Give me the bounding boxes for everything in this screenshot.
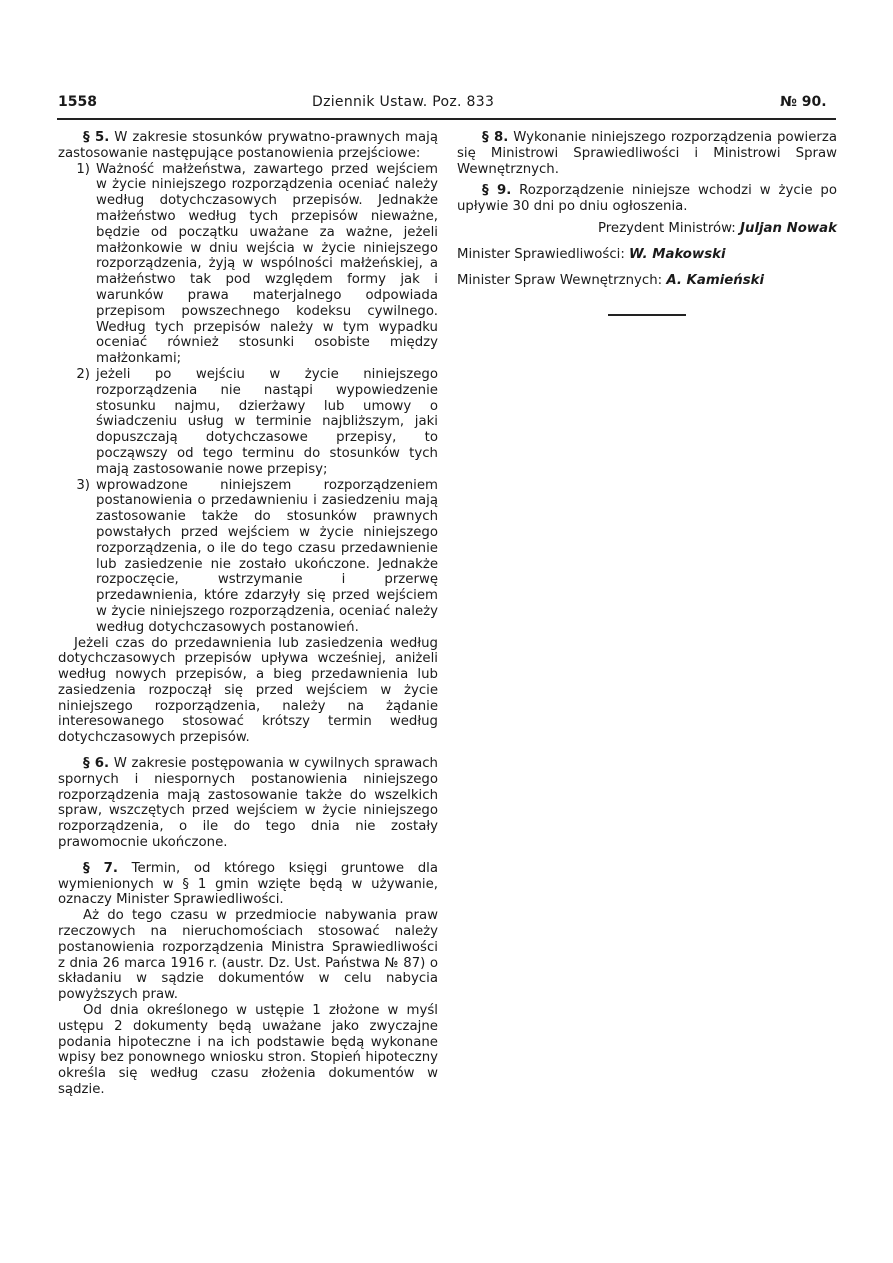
section-7 bbox=[58, 861, 438, 908]
section-5-sign: § 5. bbox=[83, 130, 110, 145]
section-8-sign: § 8. bbox=[482, 130, 509, 145]
issue-number: № 90. bbox=[780, 94, 827, 110]
list-item-number: 3) bbox=[76, 477, 90, 493]
section-7-text: Termin, od którego księgi gruntowe dla wymienionych w § 1 gmin wzięte będą w używanie, oznaczy Minister Sprawiedliwości. bbox=[58, 860, 438, 908]
item-3-paragraph: Jeżeli czas do przedawnienia lub zasiedzenia według dotychczasowych przepisów upływa wcześniej, aniżeli według nowych przepisów, a bieg przedawnienia lub zasiedzenia rozpoczął się przed wejściem w życie niniejszego rozporządzenia, należy na żądanie interesowanego stosować krótszy termin według dotychczasowych przepisów. bbox=[58, 635, 438, 746]
section-6 bbox=[58, 756, 438, 851]
list-item-number: 1) bbox=[76, 161, 90, 177]
section-6-text: W zakresie postępowania w cywilnych sprawach spornych i niespornych postanowienia niniejszego rozporządzenia mają zastosowanie także do wszelkich spraw, wszczętych przed wejściem w życie niniejszego rozporządzenia, o ile do tego dnia nie zostały prawomocnie ukończone. bbox=[58, 756, 438, 851]
signature-role: Prezydent Ministrów: bbox=[597, 220, 736, 236]
signature-name: W. Makowski bbox=[629, 246, 726, 262]
section-8-text: Wykonanie niniejszego rozporządzenia powierza się Ministrowi Sprawiedliwości i Ministrowi Spraw Wewnętrznych. bbox=[457, 130, 837, 177]
signature-name: Juljan Nowak bbox=[740, 220, 837, 236]
signature-prime-minister bbox=[457, 221, 837, 237]
list-item-text: wprowadzone niniejszem rozporządzeniem postanowienia o przedawnieniu i zasiedzeniu mają zastosowanie także do stosunków prawnych powstałych przed wejściem w życie niniejszego rozporządzenia, o ile do tego czasu przedawnienie lub zasiedzenie nie zostało ukończone. Jednakże rozpoczęcie, wstrzymanie i przerwę przedawnienia, które zdarzyły się przed wejściem w życie niniejszego rozporządzenia, oceniać należy według dotychczasowych postanowień. bbox=[96, 477, 438, 635]
section-7-sign: § 7. bbox=[83, 860, 118, 876]
signature-justice-minister bbox=[457, 247, 837, 263]
section-9-sign: § 9. bbox=[482, 183, 512, 199]
list-item-text: jeżeli po wejściu w życie niniejszego rozporządzenia nie nastąpi wypowiedzenie stosunku najmu, dzierżawy lub umowy o świadczeniu usług w terminie najbliższym, jaki dopuszczają dotychczasowe przepisy, to począwszy od tego terminu do stosunków tych mają zastosowanie nowe przepisy; bbox=[96, 366, 438, 477]
list-item-text: Ważność małżeństwa, zawartego przed wejściem w życie niniejszego rozporządzenia oceniać należy według dotychczasowych przepisów. Jednakże małżeństwo według tych przepisów nieważne, będzie od początku uważane za ważne, jeżeli małżonkowie w dniu wejścia w życie niniejszego rozporządzenia, żyją w wspólności małżeńskiej, a małżeństwo tak pod względem formy jak i warunków prawa materjalnego odpowiada przepisom powszechnego kodeksu cywilnego. Według tych przepisów należy w tym wypadku oceniać również stosunki osobiste między małżonkami; bbox=[96, 161, 438, 367]
signature-interior-minister bbox=[457, 273, 837, 289]
page-number: 1558 bbox=[58, 94, 97, 110]
section-6-sign: § 6. bbox=[83, 756, 110, 772]
signature-role: Minister Spraw Wewnętrznych: bbox=[457, 272, 663, 288]
section-5-intro bbox=[58, 130, 438, 162]
signature-role: Minister Sprawiedliwości: bbox=[457, 246, 625, 262]
section-8 bbox=[457, 130, 837, 177]
section-5-text: W zakresie stosunków prywatno-prawnych mają zastosowanie następujące postanowienia przejściowe: bbox=[58, 130, 438, 161]
header-rule bbox=[57, 118, 836, 120]
right-column bbox=[457, 130, 837, 288]
section-7-paragraph-2: Aż do tego czasu w przedmiocie nabywania praw rzeczowych na nieruchomościach stosować należy postanowienia rozporządzenia Ministra Sprawiedliwości z dnia 26 marca 1916 r. (austr. Dz. Ust. Państwa № 87) o składaniu w sądzie dokumentów w celu nabycia powyższych praw. bbox=[58, 908, 438, 1003]
list-item-number: 2) bbox=[76, 366, 90, 382]
left-column bbox=[58, 130, 438, 1098]
section-7-paragraph-3: Od dnia określonego w ustępie 1 złożone w myśl ustępu 2 dokumenty będą uważane jako zwyczajne podania hipoteczne i na ich podstawie będą wykonane wpisy bez ponownego wniosku stron. Stopień hipoteczny określa się według czasu złożenia dokumentów w sądzie. bbox=[58, 1003, 438, 1098]
end-rule bbox=[608, 314, 686, 316]
section-9-text: Rozporządzenie niniejsze wchodzi w życie po upływie 30 dni po dniu ogłoszenia. bbox=[457, 183, 837, 215]
list-item bbox=[58, 367, 438, 478]
list-item bbox=[58, 478, 438, 636]
journal-title: Dziennik Ustaw. Poz. 833 bbox=[312, 94, 495, 110]
signature-name: A. Kamieński bbox=[666, 272, 765, 288]
section-9 bbox=[457, 183, 837, 215]
list-item bbox=[58, 162, 438, 367]
